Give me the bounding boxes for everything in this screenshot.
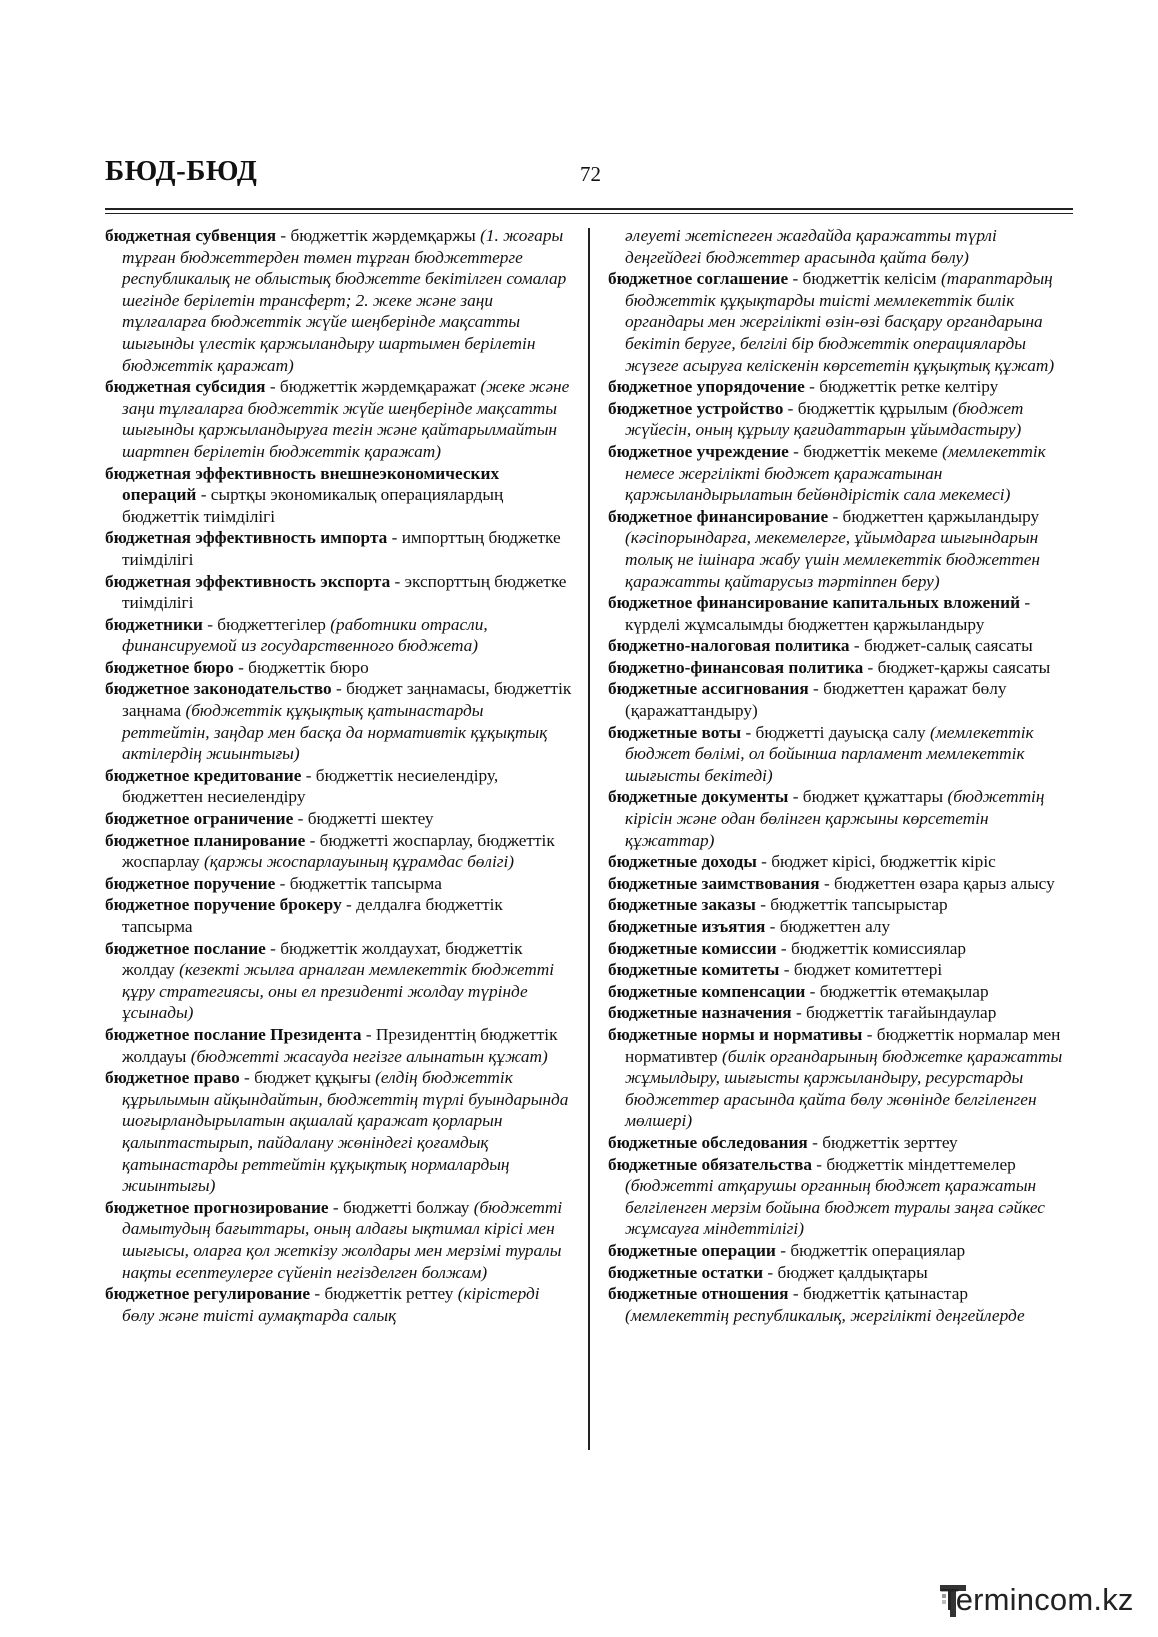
entry-separator: - (196, 485, 211, 505)
entry-headword: бюджетное право (105, 1068, 240, 1088)
entry-headword: бюджетное упорядочение (608, 377, 805, 397)
page-header-title: БЮД-БЮД (105, 155, 258, 187)
entry-headword: бюджетная эффективность внешнеэкономических операций (105, 463, 500, 505)
entry-definition: (мемлекеттің республикалық, жергілікті деңгейлерде (625, 1305, 1025, 1325)
dictionary-entry (608, 851, 1076, 873)
dictionary-entry (608, 1002, 1076, 1024)
entry-separator: - (788, 1284, 803, 1304)
entry-headword: бюджетно-финансовая политика (608, 657, 864, 677)
entry-separator: - (783, 398, 798, 418)
entry-translation: бюджеттегілер (217, 614, 326, 634)
entry-definition: (мемлекеттік немесе жергілікті бюджет қаражатынан қаржыландырылатын бейөндірістік сала мекемесі) (625, 441, 1046, 505)
dictionary-entry (608, 635, 1076, 657)
dictionary-entry (608, 506, 1076, 592)
dictionary-entry (105, 1024, 573, 1067)
entry-separator: - (239, 1068, 255, 1088)
entry-translation: бюджет-қаржы саясаты (877, 657, 1051, 677)
entry-headword: бюджетные комиссии (608, 938, 777, 958)
dictionary-entry (608, 1262, 1076, 1284)
entry-headword: бюджетное финансирование (608, 506, 829, 526)
right-column (608, 225, 1076, 1326)
dictionary-entry (608, 722, 1076, 787)
entry-separator: - (265, 377, 280, 397)
entry-headword: бюджетная эффективность экспорта (105, 571, 391, 591)
dictionary-entry (608, 398, 1076, 441)
entry-headword: бюджетное ограничение (105, 809, 294, 829)
entry-headword: бюджетное устройство (608, 398, 784, 418)
entry-separator: - (755, 895, 771, 915)
entry-definition: (работники отрасли, финансируемой из государственного бюджета) (122, 614, 488, 656)
entry-headword: бюджетные остатки (608, 1262, 764, 1282)
entry-headword: бюджетные обязательства (608, 1154, 812, 1174)
entry-headword: бюджетное регулирование (105, 1284, 311, 1304)
entry-translation: бюджеттік келісім (802, 269, 937, 289)
dictionary-entry (608, 657, 1076, 679)
entry-headword: бюджетные ассигнования (608, 679, 809, 699)
dictionary-entry (105, 225, 573, 376)
entry-separator: - (791, 1003, 807, 1023)
entry-translation: бюджеттік реттеу (324, 1284, 454, 1304)
entry-separator: - (788, 787, 803, 807)
entry-translation: бюджет құжаттары (802, 787, 944, 807)
entry-headword: бюджетные изъятия (608, 917, 766, 936)
entry-translation: бюджет кірісі, бюджеттік кіріс (771, 852, 996, 872)
entry-separator: - (788, 269, 803, 289)
entry-translation: бюджеттік тағайындаулар (806, 1003, 997, 1023)
dictionary-entry (608, 873, 1076, 895)
entry-headword: бюджетное планирование (105, 830, 306, 850)
entry-translation: Президенттің бюджеттік жолдауы (122, 1024, 558, 1066)
left-column (105, 225, 573, 1326)
entry-headword: бюджетные обследования (608, 1132, 808, 1152)
entry-translation: бюджеттік өтемақылар (819, 981, 989, 1001)
dictionary-entry (105, 376, 573, 462)
entry-headword: бюджетные назначения (608, 1003, 792, 1023)
entry-translation: бюджеттік комиссиялар (790, 938, 967, 958)
entry-translation: бюджеттен алу (779, 917, 891, 936)
entry-translation: бюджеттік тапсырма (289, 873, 442, 893)
entry-separator: - (202, 614, 218, 634)
entry-separator: - (387, 528, 402, 548)
entry-translation: бюджеттік мекеме (803, 441, 938, 461)
dictionary-entry (608, 441, 1076, 506)
entry-translation: бюджеттен қаражат бөлу (қаражаттандыру) (625, 679, 1007, 721)
entry-separator: - (301, 765, 316, 785)
entry-headword: бюджетные документы (608, 787, 789, 807)
dictionary-entry (105, 1067, 573, 1197)
site-logo[interactable] (940, 1580, 1140, 1624)
entry-separator: - (275, 873, 290, 893)
dictionary-entry (105, 808, 573, 830)
entry-definition: (бюджет жүйесін, оның құрылу қағидаттарын ұйымдастыру) (625, 398, 1024, 440)
entry-translation: бюджеттік нормалар мен нормативтер (625, 1024, 1061, 1066)
entry-translation: бюджет құқығы (254, 1068, 371, 1088)
entry-headword: бюджетное соглашение (608, 269, 789, 289)
dictionary-entry (608, 268, 1076, 376)
entry-separator: - (1020, 593, 1031, 613)
entry-translation: бюджет комитеттері (793, 960, 943, 980)
logo-text: Termincom.kz (940, 1582, 1134, 1617)
entry-headword: бюджетные заимствования (608, 873, 820, 893)
dictionary-entry (608, 376, 1076, 398)
entry-headword: бюджетные заказы (608, 895, 756, 915)
entry-translation: бюджеттік міндеттемелер (826, 1154, 1016, 1174)
entry-separator: - (765, 917, 780, 936)
dictionary-entry (105, 614, 573, 657)
entry-translation: бюджеттік жәрдемқаражат (279, 377, 477, 397)
entry-translation: бюджетті жоспарлау, бюджеттік жоспарлау (122, 830, 555, 872)
dictionary-entry (105, 1283, 573, 1326)
entry-translation: бюджетті шектеу (307, 809, 434, 829)
dictionary-entry (105, 678, 573, 764)
entry-definition: (бюджетті атқарушы органның бюджет қаражатын белгіленген мерзім бойына бюджет туралы заңға сәйкес жұмсауға міндеттілігі) (625, 1176, 1045, 1239)
entry-translation: бюджет заңнамасы, бюджеттік заңнама (122, 679, 572, 721)
entry-translation: экспорттың бюджетке тиімділігі (122, 571, 567, 613)
entry-headword: бюджетные доходы (608, 852, 757, 872)
entry-translation: күрделі жұмсалымды бюджеттен қаржыландыру (625, 614, 985, 634)
entry-translation: бюджет-салық саясаты (863, 636, 1033, 656)
entry-separator: - (390, 571, 405, 591)
entry-translation: бюджет қалдықтары (777, 1262, 928, 1282)
entry-headword: бюджетная эффективность импорта (105, 528, 388, 548)
dictionary-entry (608, 1154, 1076, 1240)
entry-definition: (елдің бюджеттік құрылымын айқындайтын, бюджеттің түрлі буындарында шоғырландырылатын ақшалай қаражат қорларын қалыптастырып, пайдалану жөніндегі қоғамдық қатынастарды реттейтін құқықтық нормалардың жиынтығы) (122, 1068, 569, 1196)
entry-separator: - (310, 1284, 325, 1304)
entry-definition: (1. жоғары тұрған бюджеттерден төмен тұрған бюджеттерге республикалық не облыстық бюджетте бекітілген сомалар шегінде берілетін трансферт; 2. жеке және заңи тұлғаларға бюджеттік жүйе шеңберінде мақсатты шығынды үлестік қаржыландыру шартымен берілетін бюджеттік қаражат) (122, 226, 567, 375)
entry-separator: - (293, 809, 308, 829)
header-rule (105, 208, 1073, 210)
dictionary-entry (608, 938, 1076, 960)
entry-headword: бюджетные отношения (608, 1284, 789, 1304)
entry-headword: бюджетное учреждение (608, 441, 789, 461)
entry-headword: бюджетное бюро (105, 657, 234, 677)
entry-separator: - (819, 873, 835, 893)
entry-separator: - (862, 1024, 877, 1044)
entry-continuation: әлеуеті жетіспеген жағдайда қаражатты түрлі деңгейдегі бюджеттер арасында қайта бөлу) (625, 226, 997, 267)
entry-headword: бюджетная субвенция (105, 226, 277, 245)
entry-separator: - (341, 895, 357, 915)
entry-separator: - (276, 226, 291, 245)
entry-headword: бюджетные компенсации (608, 981, 806, 1001)
column-divider (588, 228, 590, 1450)
entry-separator: - (863, 657, 878, 677)
entry-separator: - (265, 938, 281, 958)
entry-translation: бюджетті дауысқа салу (755, 722, 926, 742)
entry-separator: - (775, 1240, 791, 1260)
dictionary-entry (608, 1132, 1076, 1154)
entry-definition: (жеке және заңи тұлғаларға бюджеттік жүйе шеңберінде мақсатты шығынды қаржыландыруға тегін және қайтарылмайтын шартпен берілетін бюджеттік қаражат) (122, 377, 570, 461)
entry-translation: бюджеттік жолдаухат, бюджеттік жолдау (122, 938, 523, 980)
entry-separator: - (741, 722, 756, 742)
entry-separator: - (849, 636, 864, 656)
entry-separator: - (804, 377, 820, 397)
entry-definition: (бюджеттің кірісін және одан бөлінген қаржыны көрсететін құжаттар) (625, 787, 1045, 850)
entry-headword: бюджетное законодательство (105, 679, 332, 699)
entry-headword: бюджетные операции (608, 1240, 776, 1260)
page-number: 72 (580, 162, 601, 186)
entry-headword: бюджетная субсидия (105, 377, 266, 397)
entry-definition: (бюджетті дамытудың бағыттары, оның алдағы ықтимал кірісі мен шығысы, оларға қол жеткізу жолдары мен мерзімі туралы нақты есептеулерге сүйеніп негізделген болжам) (122, 1197, 563, 1282)
dictionary-entry (105, 765, 573, 808)
dictionary-entry (608, 1240, 1076, 1262)
entry-translation: импорттың бюджетке тиімділігі (122, 528, 561, 569)
dictionary-entry (105, 873, 573, 895)
entry-separator: - (305, 830, 320, 850)
dictionary-entry (105, 571, 573, 614)
entry-definition: (қаржы жоспарлауының құрамдас бөлігі) (203, 852, 515, 872)
entry-separator: - (811, 1154, 827, 1174)
dictionary-entry (105, 1197, 573, 1283)
header-rule-thin (105, 213, 1073, 214)
dictionary-entry (105, 527, 573, 570)
dictionary-entry (608, 959, 1076, 981)
entry-separator: - (807, 1132, 823, 1152)
entry-translation: бюджеттен өзара қарыз алысу (834, 873, 1055, 893)
entry-headword: бюджетное поручение (105, 873, 276, 893)
entry-headword: бюджетное финансирование капитальных вложений (608, 593, 1021, 613)
entry-translation: бюджеттік бюро (248, 657, 369, 677)
entry-headword: бюджетники (105, 614, 203, 634)
entry-separator: - (331, 679, 347, 699)
entry-translation: бюджеттік несиелендіру, бюджеттен несиелендіру (122, 765, 499, 807)
entry-translation: бюджеттік қатынастар (802, 1284, 969, 1304)
entry-headword: бюджетное послание Президента (105, 1024, 362, 1044)
entry-headword: бюджетно-налоговая политика (608, 636, 850, 656)
entry-headword: бюджетное поручение брокеру (105, 895, 342, 915)
dictionary-entry (105, 938, 573, 1024)
entry-translation: бюджеттен қаржыландыру (842, 506, 1040, 526)
entry-translation: бюджеттік операциялар (790, 1240, 966, 1260)
entry-translation: бюджеттік зерттеу (822, 1132, 958, 1152)
entry-separator: - (808, 679, 824, 699)
dictionary-entry (608, 678, 1076, 721)
entry-definition: (билік органдарының бюджетке қаражатты жұмылдыру, шығысты қаржыландыру, ресурстарды бюджеттер арасында қайта бөлу жөнінде белгіленген мөлшері) (625, 1046, 1063, 1131)
entry-translation: бюджетті болжау (343, 1197, 470, 1217)
entry-translation: сыртқы экономикалық операциялардың бюджеттік тиімділігі (122, 485, 504, 526)
entry-definition: (кәсіпорындарға, мекемелерге, ұйымдарға шығындарын толық не ішінара жабу үшін мемлекеттік бюджеттен қаражатты қайтарусыз тәртіппен беру) (625, 528, 1040, 591)
entry-definition: (мемлекеттік бюджет бөлімі, ол бойынша парламент мемлекеттік шығысты бекітеді) (625, 722, 1034, 785)
entry-separator: - (805, 981, 820, 1001)
dictionary-entry (105, 657, 573, 679)
dictionary-entry (608, 1024, 1076, 1132)
entry-headword: бюджетное послание (105, 938, 266, 958)
entry-definition: (бюджеттік құқықтық қатынастарды реттейтін, заңдар мен басқа да нормативтік құқықтық актілердің жиынтығы) (122, 701, 548, 764)
entry-headword: бюджетное прогнозирование (105, 1197, 329, 1217)
entry-separator: - (763, 1262, 778, 1282)
entry-separator: - (328, 1197, 343, 1217)
entry-separator: - (756, 852, 772, 872)
dictionary-entry (608, 916, 1076, 938)
dictionary-entry (105, 463, 573, 528)
entry-headword: бюджетное кредитование (105, 765, 302, 785)
entry-definition: (кезекті жылға арналған мемлекеттік бюджетті құру стратегиясы, оны ел президенті жолдау түрінде ұсынады) (122, 960, 555, 1023)
entry-translation: делдалға бюджеттік тапсырма (122, 895, 503, 936)
entry-headword: бюджетные нормы и нормативы (608, 1024, 863, 1044)
entry-translation: бюджеттік құрылым (797, 398, 948, 418)
dictionary-entry (608, 894, 1076, 916)
dictionary-entry (608, 592, 1076, 635)
entry-separator: - (233, 657, 249, 677)
entry-headword: бюджетные комитеты (608, 960, 780, 980)
entry-definition: (бюджетті жасауда негізге алынатын құжат) (190, 1046, 548, 1066)
entry-definition: (кірістерді бөлу және тиісті аумақтарда салық (122, 1284, 540, 1325)
dictionary-entry (105, 894, 573, 937)
dictionary-entry (608, 786, 1076, 851)
entry-headword: бюджетные воты (608, 722, 742, 742)
entry-separator: - (779, 960, 794, 980)
entry-separator: - (776, 938, 791, 958)
entry-translation: бюджеттік ретке келтіру (819, 377, 999, 397)
entry-definition: (тараптардың бюджеттік құқықтарды тиісті мемлекеттік билік органдары мен жергілікті өзін-өзі басқару органдарына бекітіп беруге, белгілі бір бюджеттік операцияларды жүзеге асыруға келіскенін көрсететін құқықтық құжат) (625, 269, 1055, 375)
entry-translation: бюджеттік жәрдемқаржы (290, 226, 476, 245)
dictionary-entry (608, 981, 1076, 1003)
dictionary-entry (105, 830, 573, 873)
entry-translation: бюджеттік тапсырыстар (770, 895, 948, 915)
entry-separator: - (828, 506, 843, 526)
dictionary-entry (608, 1283, 1076, 1326)
entry-separator: - (361, 1024, 376, 1044)
entry-separator: - (788, 441, 804, 461)
